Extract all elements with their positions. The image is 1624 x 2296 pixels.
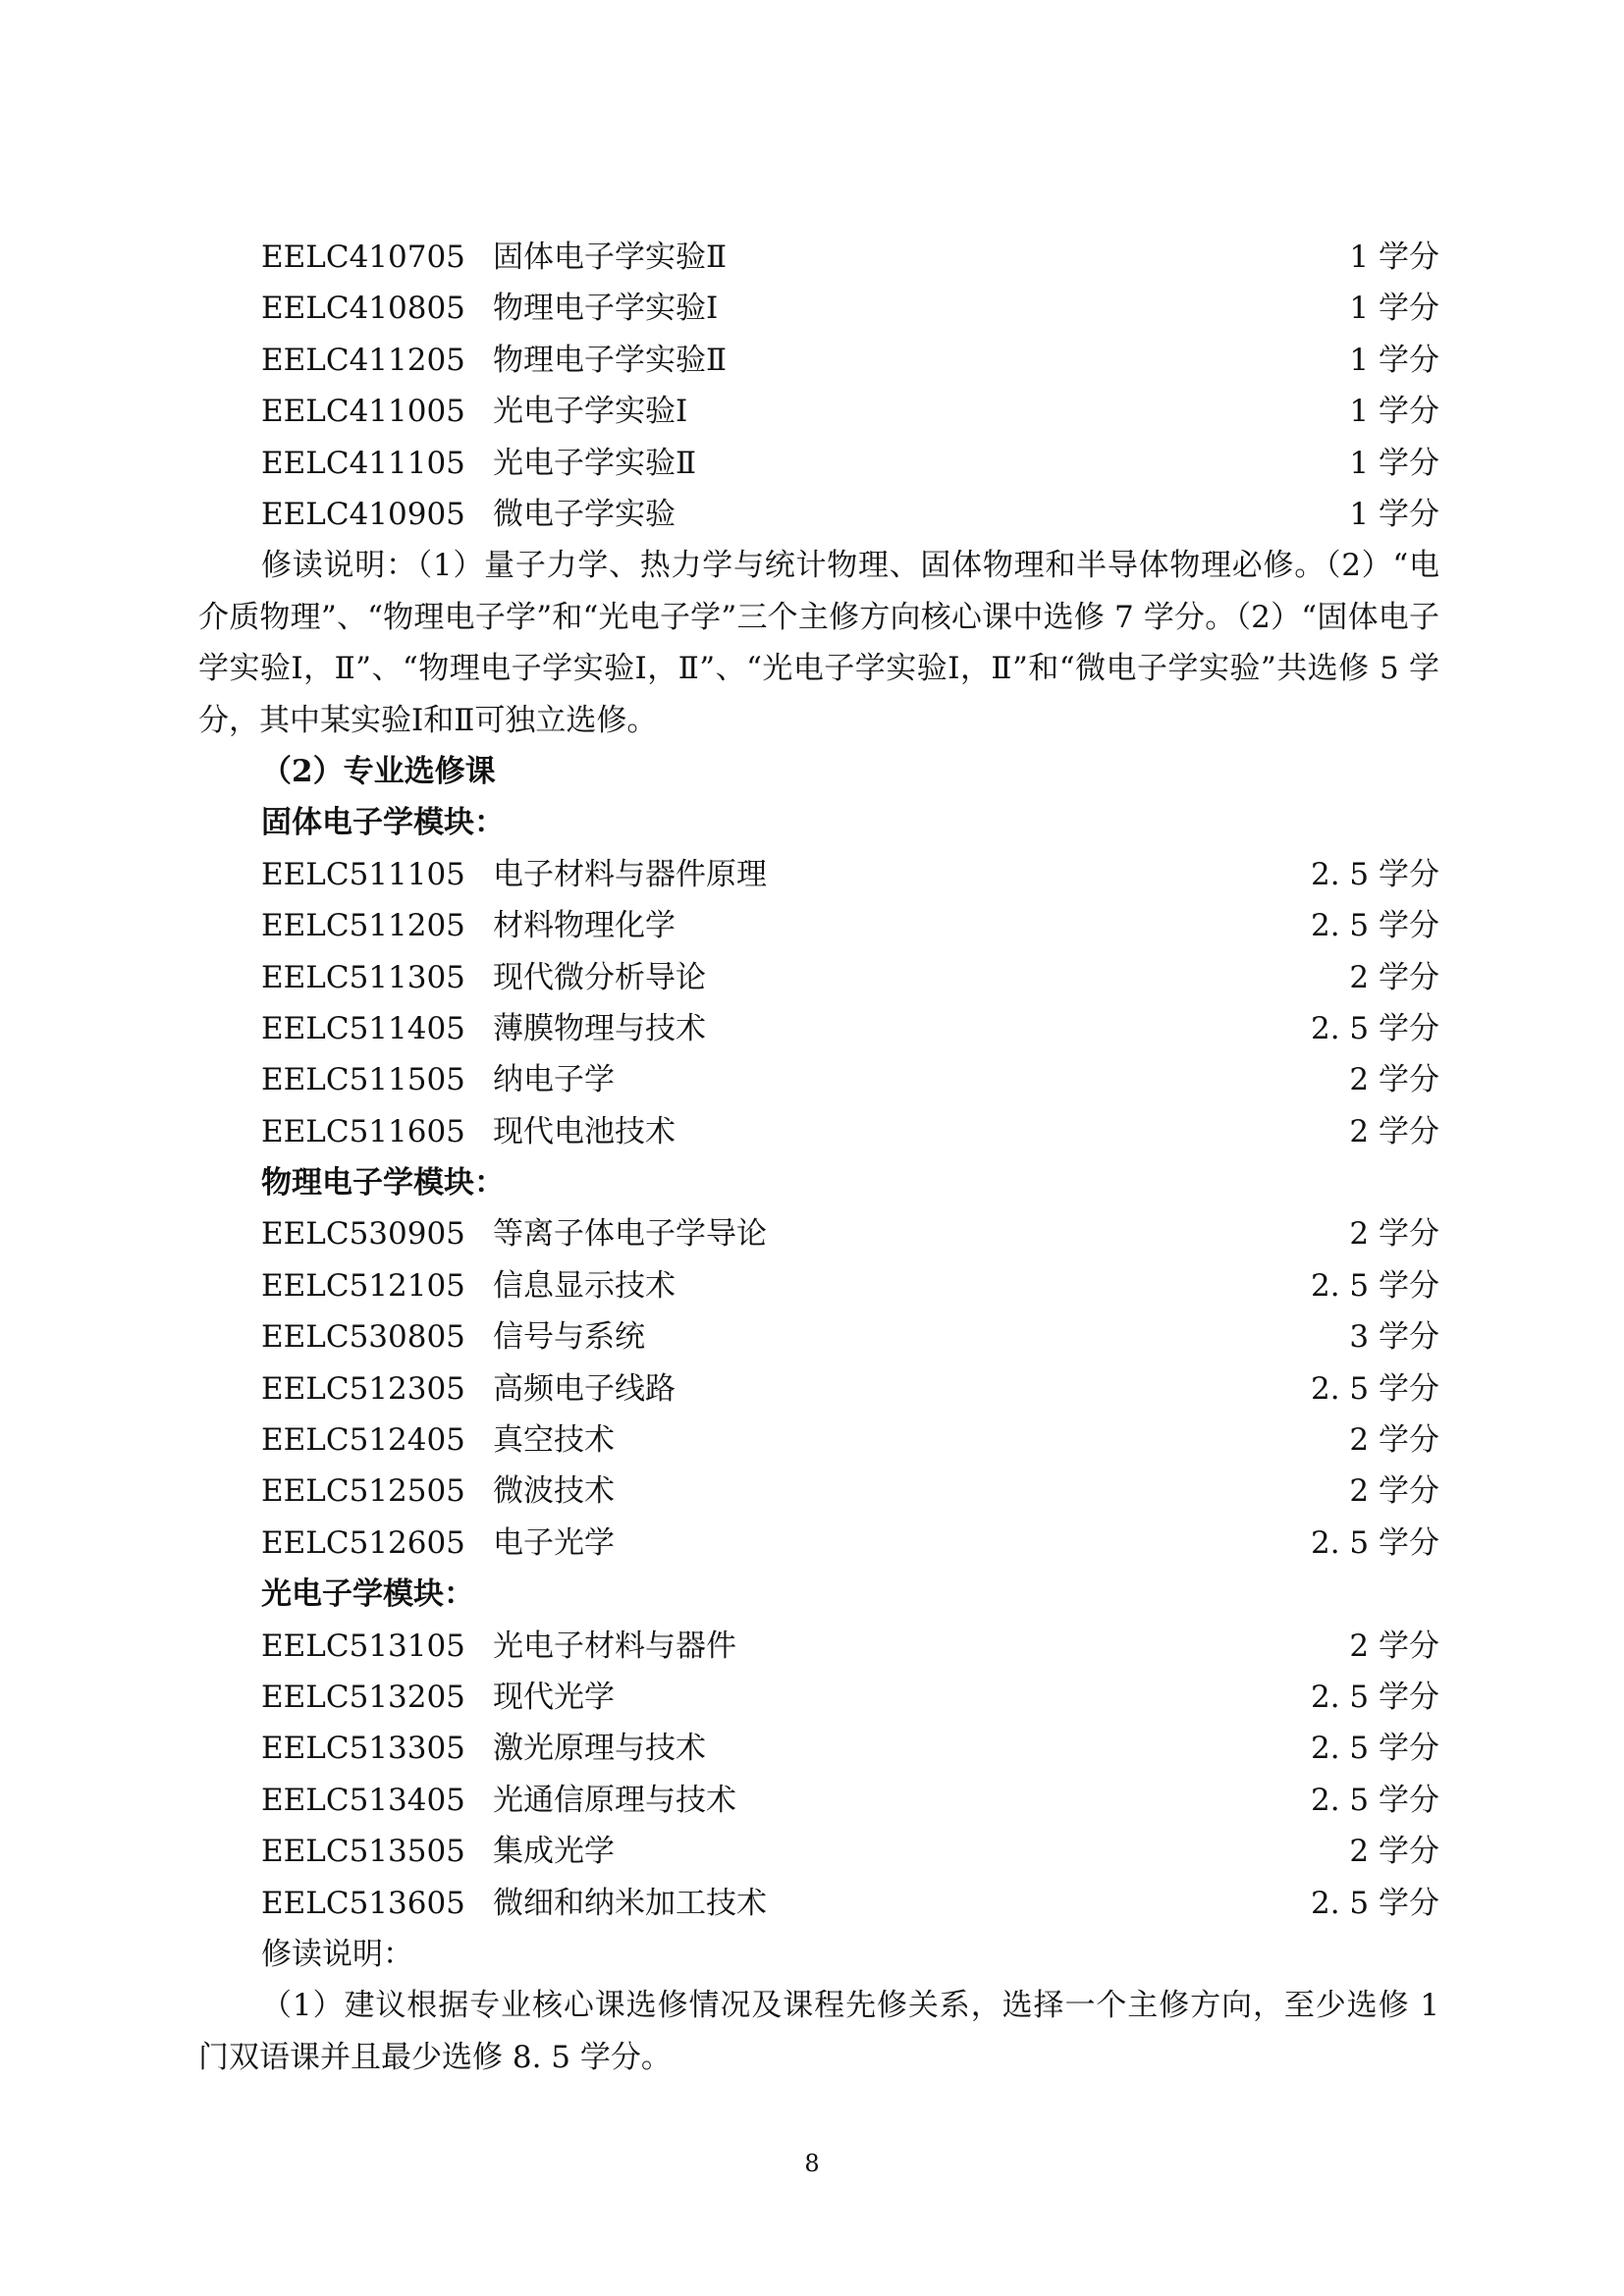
course-row — [198, 386, 1439, 437]
course-credit: 2. 5 学分 — [1310, 1010, 1439, 1046]
course-code: EELC511605 — [261, 1113, 465, 1149]
course-row — [198, 1054, 1439, 1105]
course-code: EELC511105 — [261, 856, 465, 892]
module-physical-electronics — [198, 1157, 1439, 1569]
top-course-list — [198, 232, 1439, 540]
course-row — [198, 1672, 1439, 1723]
course-row — [198, 283, 1439, 334]
course-name: 微细和纳米加工技术 — [493, 1885, 767, 1921]
module-title: 光电子学模块： — [261, 1576, 474, 1613]
course-name: 薄膜物理与技术 — [493, 1010, 706, 1046]
reading-note: 修读说明：（1）量子力学、热力学与统计物理、固体物理和半导体物理必修。（2）“电介质物理”、“物理电子学”和“光电子学”三个主修方向核心课中选修 7 学分。（2）“固体电子学实验Ⅰ，Ⅱ”、“物理电子学实验Ⅰ，Ⅱ”、“光电子学实验Ⅰ，Ⅱ”和“微电子学实验”共选修 5 学分，其中某实验Ⅰ和Ⅱ可独立选修。 — [198, 548, 1439, 738]
course-name: 现代微分析导论 — [493, 959, 706, 995]
course-name: 激光原理与技术 — [493, 1731, 706, 1767]
course-name: 集成光学 — [493, 1834, 615, 1870]
course-credit: 1 学分 — [1349, 291, 1439, 327]
course-name: 微电子学实验 — [493, 496, 676, 532]
course-name: 材料物理化学 — [493, 908, 676, 944]
course-code: EELC513405 — [261, 1782, 465, 1818]
module-optoelectronics — [198, 1569, 1439, 1929]
course-row — [198, 1878, 1439, 1929]
course-row — [198, 1415, 1439, 1466]
course-name: 光电子学实验Ⅱ — [493, 445, 697, 481]
course-name: 光电子材料与器件 — [493, 1628, 736, 1664]
course-code: EELC530905 — [261, 1216, 465, 1253]
course-code: EELC511405 — [261, 1010, 465, 1046]
course-row — [198, 489, 1439, 540]
module-solid-state — [198, 797, 1439, 1157]
course-credit: 1 学分 — [1349, 240, 1439, 275]
course-code: EELC411005 — [261, 394, 465, 430]
course-credit: 2. 5 学分 — [1310, 1524, 1439, 1561]
course-code: EELC530805 — [261, 1319, 465, 1356]
course-code: EELC411205 — [261, 342, 465, 378]
course-credit: 2. 5 学分 — [1310, 1267, 1439, 1304]
course-credit: 2. 5 学分 — [1310, 1731, 1439, 1767]
course-row — [198, 900, 1439, 951]
course-code: EELC512405 — [261, 1422, 465, 1459]
course-name: 纳电子学 — [493, 1062, 615, 1098]
course-code: EELC410805 — [261, 291, 465, 327]
course-credit: 3 学分 — [1349, 1319, 1439, 1356]
course-credit: 2 学分 — [1349, 1113, 1439, 1149]
course-code: EELC512305 — [261, 1370, 465, 1407]
module-title: 固体电子学模块： — [261, 805, 505, 841]
course-row — [198, 1311, 1439, 1362]
course-code: EELC511305 — [261, 959, 465, 995]
course-credit: 2. 5 学分 — [1310, 908, 1439, 944]
course-code: EELC513305 — [261, 1731, 465, 1767]
course-credit: 1 学分 — [1349, 342, 1439, 378]
course-credit: 2 学分 — [1349, 1062, 1439, 1098]
course-credit: 2 学分 — [1349, 1628, 1439, 1664]
course-code: EELC513105 — [261, 1628, 465, 1664]
course-row — [198, 1775, 1439, 1826]
course-credit: 2. 5 学分 — [1310, 1782, 1439, 1818]
course-credit: 2 学分 — [1349, 959, 1439, 995]
course-name: 高频电子线路 — [493, 1370, 676, 1407]
course-credit: 2. 5 学分 — [1310, 1370, 1439, 1407]
course-row — [198, 952, 1439, 1003]
course-row — [198, 849, 1439, 900]
course-code: EELC513205 — [261, 1680, 465, 1715]
course-code: EELC511505 — [261, 1062, 465, 1098]
reading-note-title: 修读说明： — [261, 1936, 413, 1972]
course-code: EELC512605 — [261, 1524, 465, 1561]
course-credit: 2 学分 — [1349, 1216, 1439, 1253]
course-name: 物理电子学实验Ⅰ — [493, 291, 719, 327]
module-title: 物理电子学模块： — [261, 1165, 505, 1201]
course-row — [198, 335, 1439, 386]
course-credit: 2 学分 — [1349, 1834, 1439, 1870]
course-name: 真空技术 — [493, 1422, 615, 1459]
course-row — [198, 1518, 1439, 1569]
reading-note-body: （1）建议根据专业核心课选修情况及课程先修关系，选择一个主修方向，至少选修 1 门双语课并且最少选修 8. 5 学分。 — [198, 1988, 1439, 2075]
course-row — [198, 1723, 1439, 1774]
course-name: 信号与系统 — [493, 1319, 645, 1356]
page-content — [198, 232, 1439, 2083]
course-credit: 1 学分 — [1349, 445, 1439, 481]
course-code: EELC411105 — [261, 445, 465, 481]
course-name: 光电子学实验Ⅰ — [493, 394, 688, 430]
course-row — [198, 1003, 1439, 1054]
course-row — [198, 1826, 1439, 1877]
course-name: 电子材料与器件原理 — [493, 856, 767, 892]
course-code: EELC513505 — [261, 1834, 465, 1870]
course-credit: 2. 5 学分 — [1310, 1885, 1439, 1921]
course-name: 光通信原理与技术 — [493, 1782, 736, 1818]
course-row — [198, 1106, 1439, 1157]
course-name: 等离子体电子学导论 — [493, 1216, 767, 1253]
course-row — [198, 1363, 1439, 1415]
page-number: 8 — [804, 2150, 820, 2177]
section-title: （2）专业选修课 — [261, 753, 496, 789]
course-name: 微波技术 — [493, 1473, 615, 1510]
course-code: EELC410905 — [261, 496, 465, 532]
course-code: EELC512505 — [261, 1473, 465, 1510]
course-name: 现代光学 — [493, 1680, 615, 1715]
course-name: 物理电子学实验Ⅱ — [493, 342, 728, 378]
course-credit: 2 学分 — [1349, 1473, 1439, 1510]
course-credit: 2. 5 学分 — [1310, 856, 1439, 892]
course-name: 现代电池技术 — [493, 1113, 676, 1149]
course-credit: 2. 5 学分 — [1310, 1680, 1439, 1715]
course-row — [198, 232, 1439, 283]
course-row — [198, 1466, 1439, 1517]
course-name: 固体电子学实验Ⅱ — [493, 240, 728, 275]
course-credit: 1 学分 — [1349, 496, 1439, 532]
course-row — [198, 438, 1439, 489]
course-code: EELC410705 — [261, 240, 465, 275]
course-code: EELC511205 — [261, 908, 465, 944]
course-credit: 2 学分 — [1349, 1422, 1439, 1459]
course-row — [198, 1208, 1439, 1259]
course-row — [198, 1260, 1439, 1311]
course-name: 信息显示技术 — [493, 1267, 676, 1304]
course-name: 电子光学 — [493, 1524, 615, 1561]
course-code: EELC513605 — [261, 1885, 465, 1921]
course-row — [198, 1621, 1439, 1672]
course-code: EELC512105 — [261, 1267, 465, 1304]
course-credit: 1 学分 — [1349, 394, 1439, 430]
